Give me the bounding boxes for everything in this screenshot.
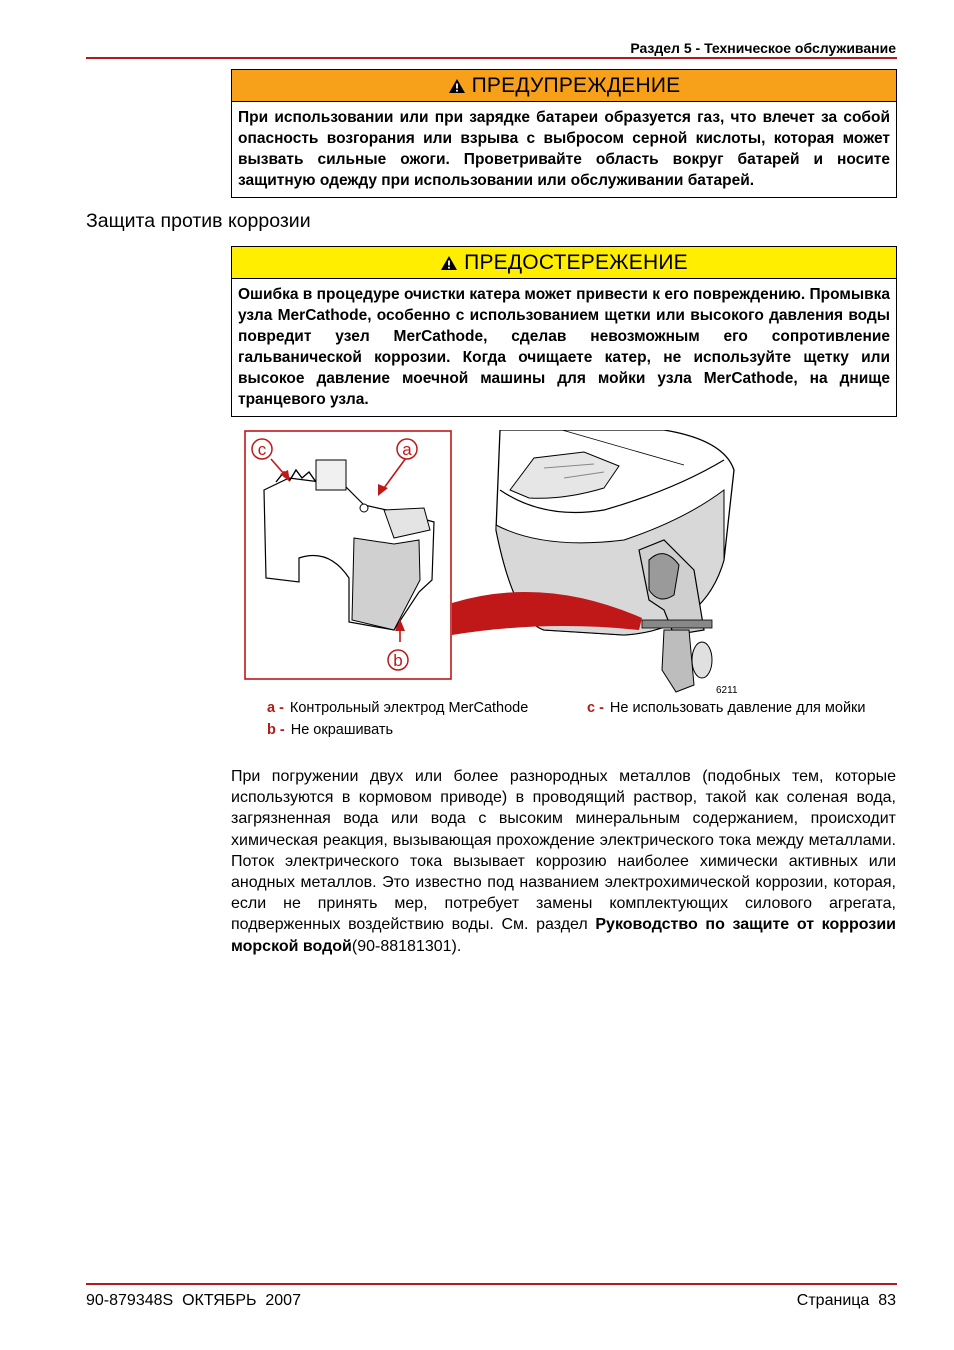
warning-header <box>232 70 896 102</box>
callout-c <box>252 439 272 459</box>
mercathode-figure <box>244 430 744 700</box>
warning-box <box>231 69 897 198</box>
manual-reference: Руководство по защите от коррозии морской водой <box>231 916 896 955</box>
legend-key-a: a - <box>267 700 284 716</box>
callout-c-label: c <box>257 440 267 459</box>
caution-text: Ошибка в процедуре очистки катера может привести к его повреждению. Промывка узла MerCathode, особенно с использованием щетки или высокого давления воды повредит узел MerCathode, сделав невозможным его сопротивление гальванической коррозии. Когда очищаете катер, не используйте щетку или высокое давление моечной машины для мойки узла MerCathode, на днище транцевого узла. <box>238 286 890 408</box>
header-rule <box>86 57 897 59</box>
legend-text-c: Не использовать давление для мойки <box>609 700 866 716</box>
warning-triangle-icon <box>448 78 466 94</box>
section-heading: Защита против коррозии <box>86 210 311 232</box>
callout-a-label: a <box>402 440 412 459</box>
manual-reference-number: (90-88181301). <box>351 937 462 955</box>
warning-text: При использовании или при зарядке батареи образуется газ, что влечет за собой опасность возгорания или взрыва с выбросом серной кислоты, которая может вызвать сильные ожоги. Проветривайте область вокруг батарей и носите защитную одежду при использовании или обслуживании батарей. <box>238 109 890 189</box>
legend-key-b: b - <box>267 722 285 738</box>
caution-header <box>232 247 896 279</box>
callout-b-label: b <box>393 651 403 670</box>
figure-number: 6211 <box>716 685 738 696</box>
legend-item-c <box>587 700 866 716</box>
footer-rule <box>86 1283 897 1285</box>
footer-doc-info: 90-879348S ОКТЯБРЬ 2007 <box>86 1292 301 1309</box>
callout-a <box>397 439 417 459</box>
callout-b <box>388 650 408 670</box>
legend-text-b: Не окрашивать <box>290 722 394 738</box>
legend-item-a <box>267 700 528 716</box>
caution-box <box>231 246 897 417</box>
caution-title: ПРЕДОСТЕРЕЖЕНИЕ <box>464 250 688 274</box>
legend-text-a: Контрольный электрод MerCathode <box>289 700 529 716</box>
footer-page-number: Страница 83 <box>796 1292 896 1309</box>
caution-triangle-icon <box>440 255 458 271</box>
legend-key-c: c - <box>587 700 604 716</box>
running-header: Раздел 5 - Техническое обслуживание <box>630 40 896 56</box>
body-paragraph <box>231 766 896 957</box>
legend-item-b <box>267 722 393 738</box>
body-text: При погружении двух или более разнородных металлов (подобных тем, которые используются в кормовом приводе) в проводящий раствор, такой как соленая вода, загрязненная вода или вода с высоким минеральным содержанием, происходит химическая реакция, вызывающая прохождение электрического тока между металлами. Поток электрического тока вызывает коррозию наиболее химически активных или анодных металлов. Это известно под названием электрохимической коррозии, которая, если не принять мер, потребует замены комплектующих силового агрегата, подверженных воздействию воды. См. раздел <box>231 768 896 934</box>
warning-title: ПРЕДУПРЕЖДЕНИЕ <box>471 73 681 97</box>
